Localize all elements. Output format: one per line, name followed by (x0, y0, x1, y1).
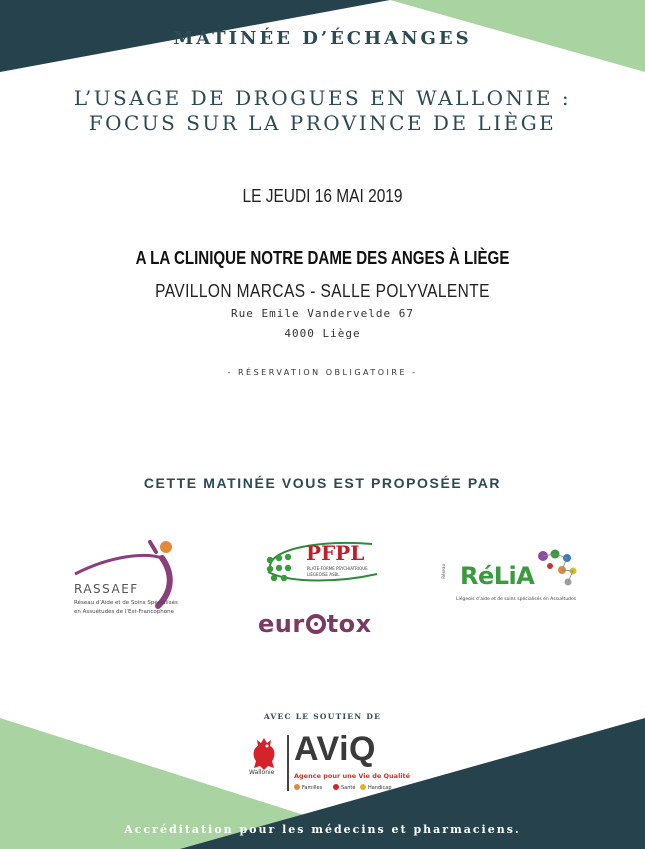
event-kicker: MATINÉE D’ÉCHANGES (173, 28, 472, 49)
reservation-note: - RÉSERVATION OBLIGATOIRE - (227, 368, 418, 377)
aviq-name: AViQ (294, 730, 376, 768)
organizers-heading: CETTE MATINÉE VOUS EST PROPOSÉE PAR (143, 475, 502, 491)
eurotox-logo (258, 610, 372, 638)
wallonie-label: Wallonie (249, 769, 275, 776)
eurotox-o-icon (306, 614, 326, 634)
wallonie-rooster-icon (250, 736, 278, 772)
event-venue: A LA CLINIQUE NOTRE DAME DES ANGES À LIÈGE (135, 248, 510, 268)
aviq-pill-label: Familles (302, 785, 323, 791)
aviq-pill-label: Santé (341, 785, 356, 791)
accreditation-note: Accréditation pour les médecins et pharmaciens. (124, 823, 521, 836)
aviq-tagline: Agence pour une Vie de Qualité (294, 772, 411, 780)
families-dot-icon (294, 784, 300, 790)
aviq-pill-families (294, 784, 322, 791)
address-street: Rue Emile Vandervelde 67 (231, 307, 414, 320)
rassaef-subtitle-2: en Assuétudes de l’Est-Francophone (74, 609, 174, 615)
pfpl-name: PFPL (306, 541, 365, 565)
aviq-pill-handicap (360, 784, 392, 791)
page-title-line1: L’USAGE DE DROGUES EN WALLONIE : (73, 86, 572, 110)
rassaef-name: RASSAEF (74, 582, 139, 596)
address-city: 4000 Liège (284, 327, 361, 340)
eurotox-text-start: eur (258, 610, 305, 638)
pfpl-subtitle-1: PLATE-FORME PSYCHIATRIQUE (307, 566, 368, 571)
relia-subtitle: Liégeois d’aide et de soins spécialisés en Assuétudes (456, 597, 577, 602)
eurotox-text-end: tox (326, 610, 372, 638)
aviq-pill-label: Handicap (368, 785, 392, 791)
aviq-pill-health (333, 784, 355, 791)
aviq-divider (287, 735, 289, 791)
pfpl-subtitle-2: LIÉGEOISE ASBL (307, 572, 340, 577)
health-dot-icon (333, 784, 339, 790)
rassaef-subtitle-1: Réseau d’Aide et de Soins Spécialisés (74, 600, 178, 606)
event-date: LE JEUDI 16 MAI 2019 (242, 186, 403, 206)
relia-name: RéLiA (460, 562, 535, 590)
page-title-line2: FOCUS SUR LA PROVINCE DE LIÈGE (88, 111, 557, 135)
relia-vertical-label: Réseau (441, 564, 446, 579)
event-hall: PAVILLON MARCAS - SALLE POLYVALENTE (155, 281, 490, 301)
handicap-dot-icon (360, 784, 366, 790)
support-heading: AVEC LE SOUTIEN DE (263, 712, 382, 721)
